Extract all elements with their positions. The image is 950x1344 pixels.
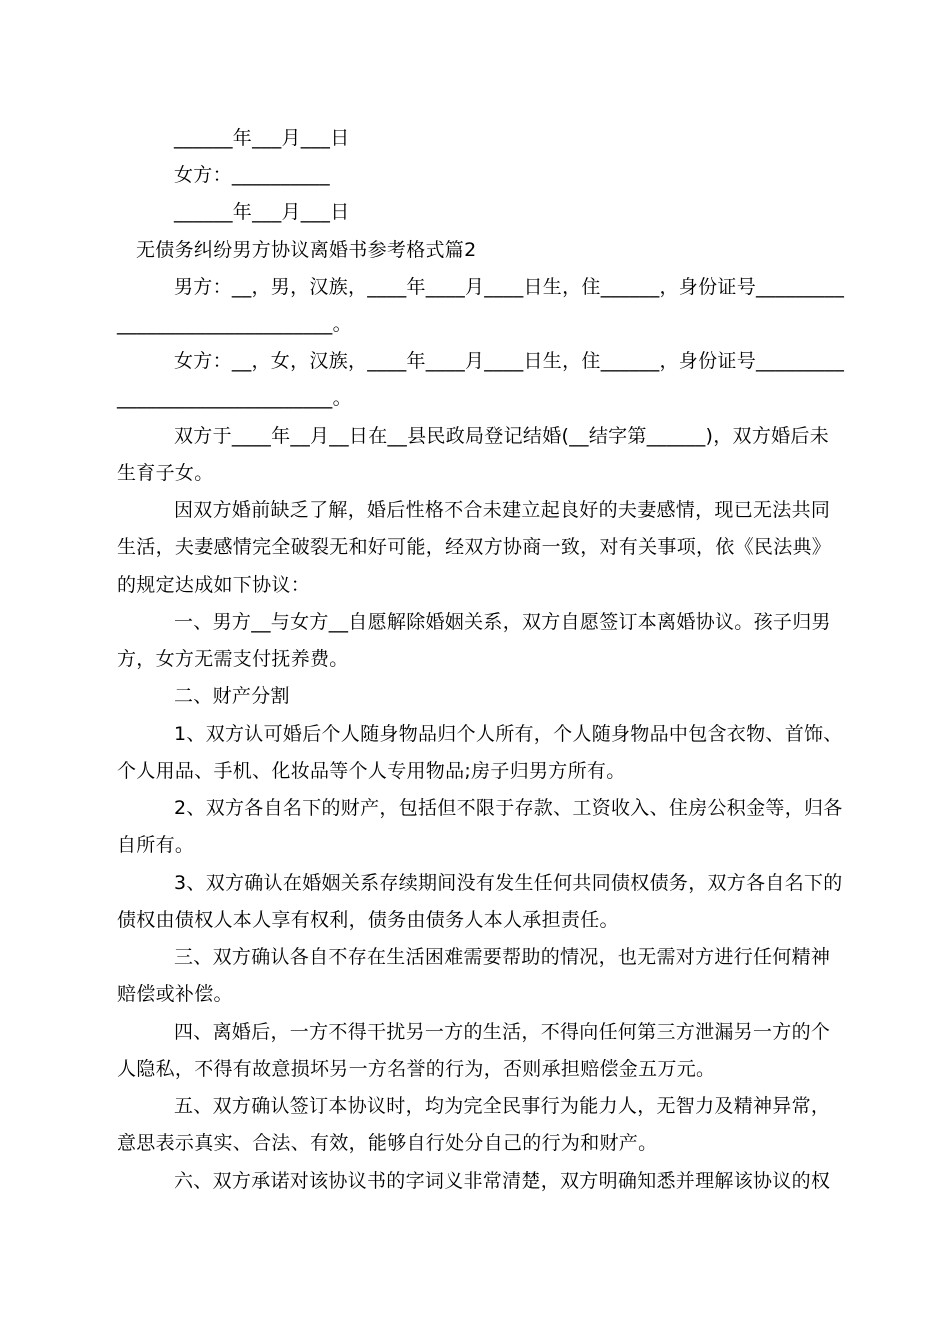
paragraph-line: 一、男方__与女方__自愿解除婚姻关系，双方自愿签订本离婚协议。孩子归男 (174, 611, 831, 633)
wife-info-line: 女方：__，女，汉族，____年____月____日生，住______，身份证号_________ (174, 350, 845, 372)
paragraph-line: 2、双方各自名下的财产，包括但不限于存款、工资收入、住房公积金等，归各 (174, 797, 843, 819)
paragraph-line: 个人用品、手机、化妆品等个人专用物品;房子归男方所有。 (117, 760, 626, 782)
date-line: ______年___月___日 (174, 201, 350, 223)
paragraph-line: 双方于____年__月__日在__县民政局登记结婚(__结字第______)，双方婚后未 (174, 425, 830, 447)
paragraph-line: 生育子女。 (117, 462, 214, 484)
paragraph-line: 赔偿或补偿。 (117, 983, 233, 1005)
paragraph-line: 1、双方认可婚后个人随身物品归个人所有，个人随身物品中包含衣物、首饰、 (174, 723, 843, 745)
paragraph-line: 五、双方确认签订本协议时，均为完全民事行为能力人，无智力及精神异常， (174, 1095, 831, 1117)
paragraph-line: 四、离婚后，一方不得干扰另一方的生活，不得向任何第三方泄漏另一方的个 (174, 1021, 831, 1043)
paragraph-line: 六、双方承诺对该协议书的字词义非常清楚，双方明确知悉并理解该协议的权 (174, 1170, 831, 1192)
paragraph-line: 人隐私，不得有故意损坏另一方名誉的行为，否则承担赔偿金五万元。 (117, 1058, 716, 1080)
wife-info-line: ______________________。 (117, 387, 352, 409)
wife-signature-line: 女方：__________ (174, 164, 330, 186)
husband-info-line: ______________________。 (117, 313, 352, 335)
section-title: 无债务纠纷男方协议离婚书参考格式篇2 (136, 239, 477, 261)
subsection-heading: 二、财产分割 (174, 685, 290, 707)
paragraph-line: 方，女方无需支付抚养费。 (117, 648, 349, 670)
paragraph-line: 的规定达成如下协议： (117, 574, 311, 596)
paragraph-line: 因双方婚前缺乏了解，婚后性格不合未建立起良好的夫妻感情，现已无法共同 (174, 499, 831, 521)
paragraph-line: 意思表示真实、合法、有效，能够自行处分自己的行为和财产。 (117, 1132, 658, 1154)
paragraph-line: 三、双方确认各自不存在生活困难需要帮助的情况，也无需对方进行任何精神 (174, 946, 831, 968)
husband-info-line: 男方：__，男，汉族，____年____月____日生，住______，身份证号_________ (174, 276, 845, 298)
paragraph-line: 自所有。 (117, 834, 195, 856)
paragraph-line: 债权由债权人本人享有权利，债务由债务人本人承担责任。 (117, 909, 619, 931)
paragraph-line: 生活，夫妻感情完全破裂无和好可能，经双方协商一致，对有关事项，依《民法典》 (117, 536, 832, 558)
date-line: ______年___月___日 (174, 127, 350, 149)
paragraph-line: 3、双方确认在婚姻关系存续期间没有发生任何共同债权债务，双方各自名下的 (174, 872, 843, 894)
